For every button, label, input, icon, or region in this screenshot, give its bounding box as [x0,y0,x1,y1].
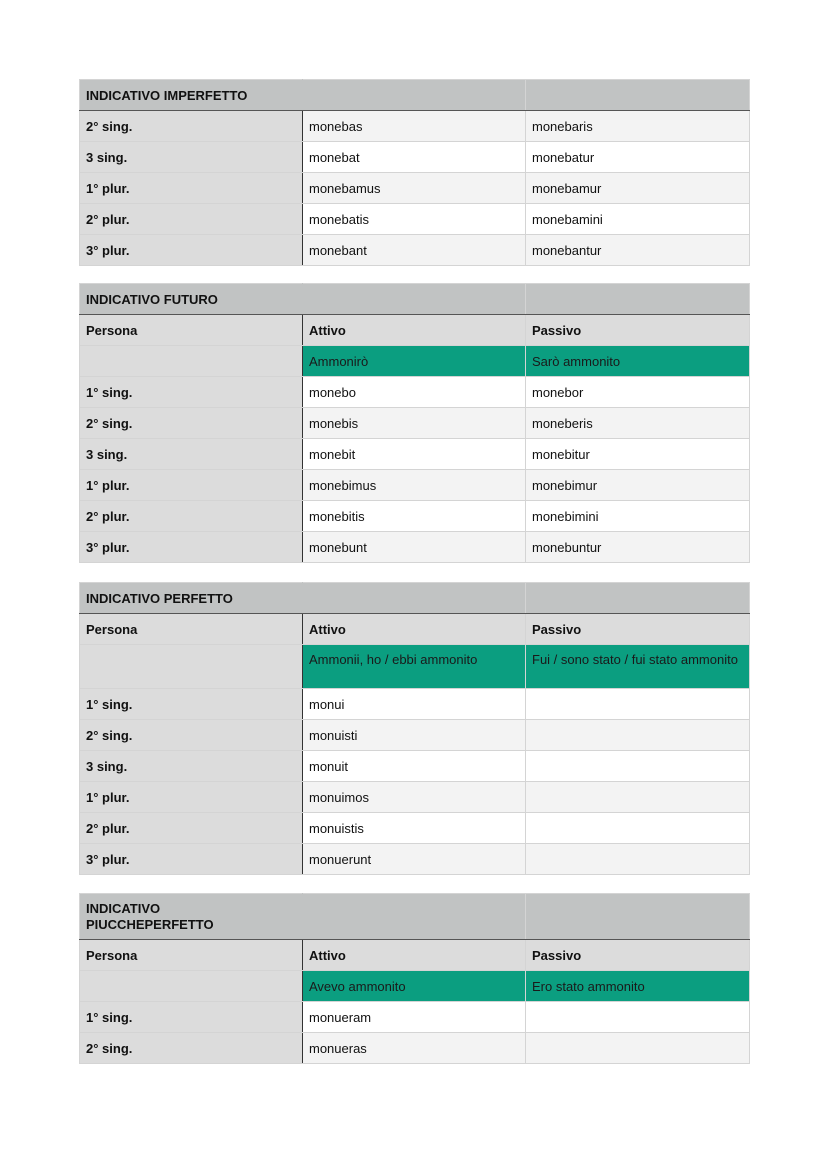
person-cell: 2° sing. [80,1033,303,1064]
table-row [80,142,750,173]
person-cell: 2° plur. [80,501,303,532]
person-cell: 1° plur. [80,782,303,813]
table-row [80,439,750,470]
column-header-passivo: Passivo [526,614,750,645]
column-header-row [80,940,750,971]
table-row [80,532,750,563]
passive-cell: monebimini [526,501,750,532]
translation-row [80,346,750,377]
table-row [80,111,750,142]
active-cell: monueras [303,1033,526,1064]
translation-active: Ammonirò [303,346,526,377]
person-cell: 1° plur. [80,173,303,204]
column-header-attivo: Attivo [303,614,526,645]
column-header-persona: Persona [80,940,303,971]
passive-cell [526,751,750,782]
person-cell: 1° sing. [80,377,303,408]
translation-passive: Ero stato ammonito [526,971,750,1002]
translation-passive: Sarò ammonito [526,346,750,377]
active-cell: monuimos [303,782,526,813]
table-title: INDICATIVO PERFETTO [80,583,303,614]
column-header-persona: Persona [80,614,303,645]
person-cell: 2° sing. [80,720,303,751]
person-cell: 2° sing. [80,111,303,142]
active-cell: monuistis [303,813,526,844]
column-header-passivo: Passivo [526,940,750,971]
active-cell: monueram [303,1002,526,1033]
table-indicativo-imperfetto [79,79,750,266]
person-cell: 1° plur. [80,470,303,501]
active-cell: monebamus [303,173,526,204]
active-cell: monebat [303,142,526,173]
table-row [80,235,750,266]
active-cell: monebatis [303,204,526,235]
person-cell: 2° sing. [80,408,303,439]
column-header-persona: Persona [80,315,303,346]
column-header-attivo: Attivo [303,940,526,971]
table-row [80,720,750,751]
table-row [80,470,750,501]
table-row [80,173,750,204]
passive-cell [526,813,750,844]
table-indicativo-piuccheperfetto [79,893,750,1064]
table-title-row [80,284,750,315]
passive-cell: monebantur [526,235,750,266]
table-row [80,204,750,235]
active-cell: monebitis [303,501,526,532]
passive-cell [526,689,750,720]
table-row [80,751,750,782]
passive-cell: monebatur [526,142,750,173]
table-title-row [80,894,750,940]
active-cell: monebo [303,377,526,408]
passive-cell: monebuntur [526,532,750,563]
table-title: INDICATIVO PIUCCHEPERFETTO [80,894,303,940]
active-cell: monuisti [303,720,526,751]
table-title-row [80,583,750,614]
passive-cell: monebamini [526,204,750,235]
column-header-row [80,315,750,346]
table-row [80,844,750,875]
column-header-passivo: Passivo [526,315,750,346]
person-cell: 1° sing. [80,689,303,720]
table-row [80,813,750,844]
column-header-row [80,614,750,645]
column-header-attivo: Attivo [303,315,526,346]
active-cell: monebunt [303,532,526,563]
active-cell: monebimus [303,470,526,501]
passive-cell: monebamur [526,173,750,204]
translation-active: Avevo ammonito [303,971,526,1002]
person-cell: 1° sing. [80,1002,303,1033]
passive-cell: moneberis [526,408,750,439]
translation-active: Ammonii, ho / ebbi ammonito [303,645,526,689]
passive-cell [526,720,750,751]
translation-row [80,971,750,1002]
person-cell: 3 sing. [80,751,303,782]
person-cell: 3° plur. [80,235,303,266]
translation-passive: Fui / sono stato / fui stato ammonito [526,645,750,689]
active-cell: monuerunt [303,844,526,875]
table-row [80,408,750,439]
passive-cell [526,782,750,813]
table-indicativo-futuro [79,283,750,563]
passive-cell [526,1002,750,1033]
passive-cell: monebaris [526,111,750,142]
active-cell: monui [303,689,526,720]
person-cell: 2° plur. [80,813,303,844]
person-cell: 3 sing. [80,142,303,173]
active-cell: monuit [303,751,526,782]
table-title: INDICATIVO IMPERFETTO [80,80,303,111]
active-cell: monebis [303,408,526,439]
person-cell: 3° plur. [80,532,303,563]
active-cell: monebit [303,439,526,470]
table-title: INDICATIVO FUTURO [80,284,303,315]
table-row [80,782,750,813]
person-cell: 3 sing. [80,439,303,470]
table-row [80,1033,750,1064]
table-title-row [80,80,750,111]
passive-cell: monebimur [526,470,750,501]
table-row [80,689,750,720]
table-row [80,377,750,408]
passive-cell [526,844,750,875]
person-cell: 2° plur. [80,204,303,235]
active-cell: monebas [303,111,526,142]
table-row [80,1002,750,1033]
active-cell: monebant [303,235,526,266]
table-row [80,501,750,532]
passive-cell: monebor [526,377,750,408]
table-indicativo-perfetto [79,582,750,875]
translation-row [80,645,750,689]
passive-cell [526,1033,750,1064]
person-cell: 3° plur. [80,844,303,875]
passive-cell: monebitur [526,439,750,470]
